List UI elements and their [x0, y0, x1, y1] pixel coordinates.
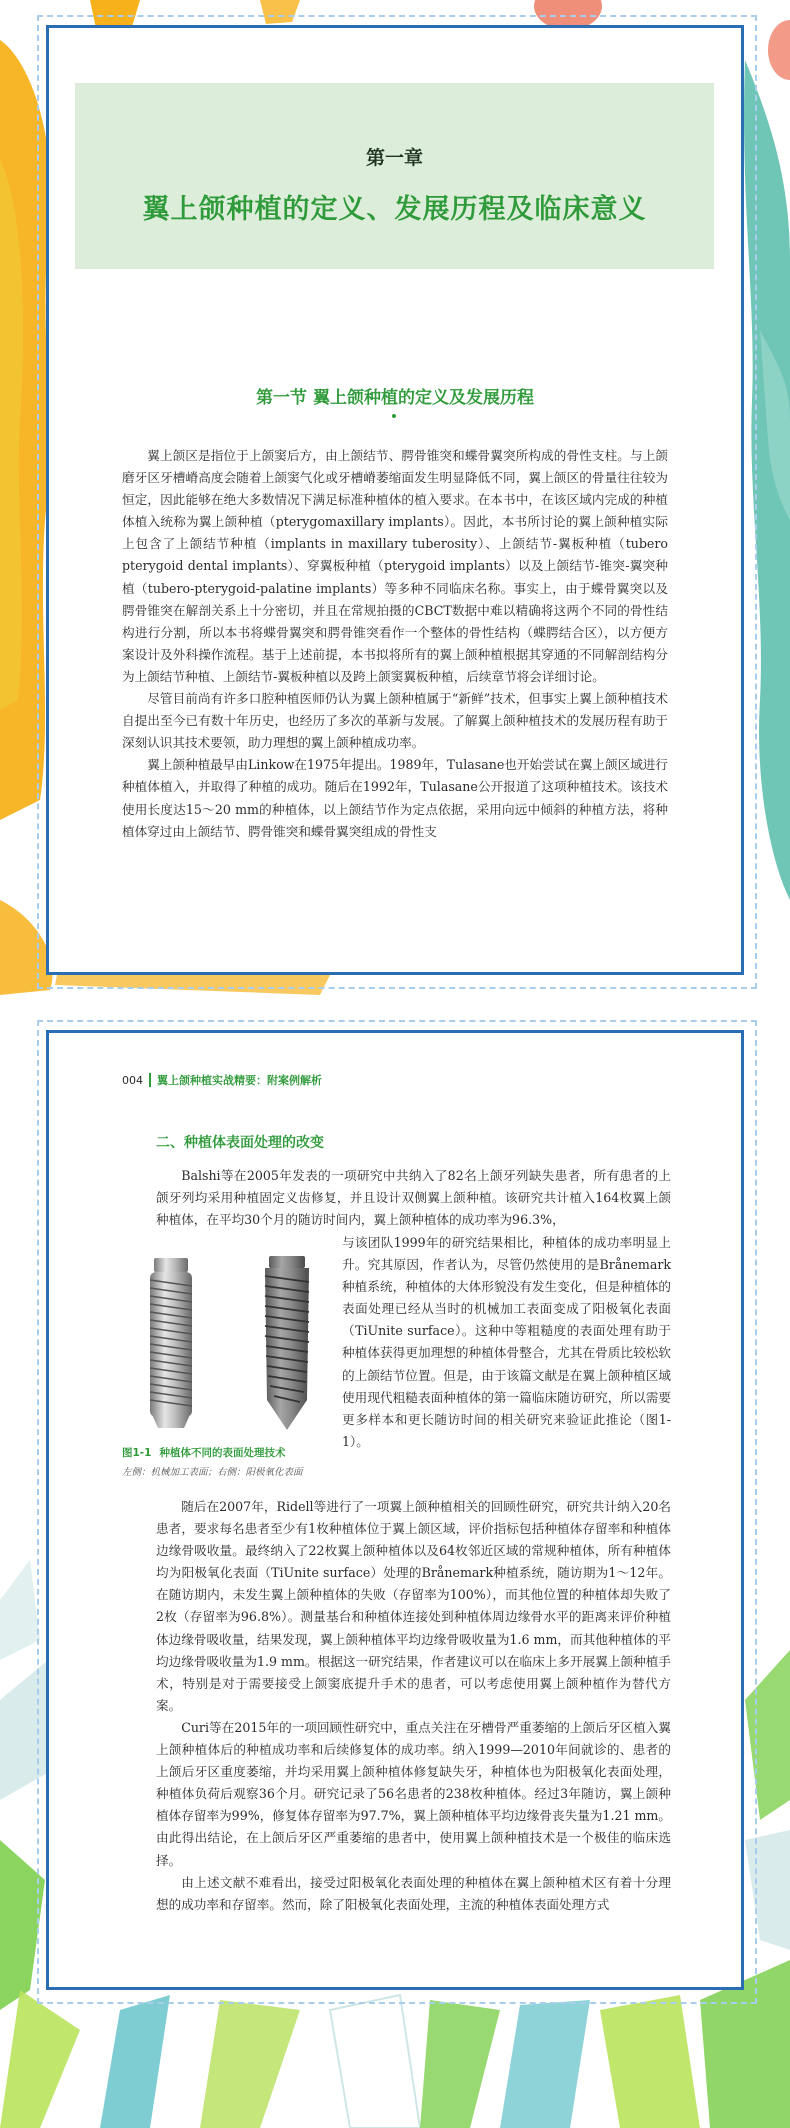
subsection-title: 二、种植体表面处理的改变 — [156, 1135, 324, 1151]
paragraph: 由上述文献不难看出，接受过阳极氧化表面处理的种植体在翼上颌种植术区有着十分理想的成功率和存留率。然而，除了阳极氧化表面处理，主流的种植体表面处理方式 — [156, 1874, 671, 1912]
page2-wrapped-text: 与该团队1999年的研究结果相比，种植体的成功率明显上升。究其原因，作者认为，尽管仍然使用的是Brånemark种植系统，种植体的大体形貌没有发生变化，但是种植体的表面处理已经从当时的机械加工表面变成了阳极氧化表面（TiUnite surface）。这种中等粗糙度的表面处理有助于种植体获得更加理想的种植体骨整合，尤其在骨质比较松软的上颌结节位置。但是，由于该篇文献是在翼上颌种植区域使用现代粗糙表面种植体的第一篇临床随访研究，所以需要更多样本和更长随访时间的相关研究来验证此推论（图1-1）。 — [342, 1235, 671, 1449]
page-number: 004 — [122, 1073, 143, 1087]
paragraph: 翼上颌区是指位于上颌窦后方，由上颌结节、腭骨锥突和蝶骨翼突所构成的骨性支柱。与上颌磨牙区牙槽嵴高度会随着上颌窦气化或牙槽嵴萎缩面发生明显降低不同，翼上颌区的骨量往往较为恒定，因此能够在绝大多数情况下满足标准种植体的植入要求。在本书中，在该区域内完成的种植体植入统称为翼上颌种植（pterygomaxillary implants）。因此，本书所讨论的翼上颌种植实际上包含了上颌结节种植（implants in maxillary tuberosity）、上颌结节-翼板种植（tubero pterygoid dental implants）、穿翼板种植（pterygoid implants）以及上颌结节-锥突-翼突种植（tubero-pterygoid-palatine implants）等多种不同临床名称。事实上，由于蝶骨翼突以及腭骨锥突在解剖关系上十分密切，并且在常规拍摄的CBCT数据中难以精确将这两个不同的骨性结构进行分割，所以本书将蝶骨翼突和腭骨锥突看作一个整体的骨性结构（蝶腭结合区），以方便方案设计及外科操作流程。基于上述前提，本书拟将所有的翼上颌种植根据其穿通的不同解剖结构分为上颌结节种植、上颌结节-翼板种植以及跨上颌窦翼板种植，后续章节将会详细讨论。 — [122, 448, 668, 684]
machined-implant — [150, 1258, 192, 1428]
section-divider-dot — [392, 414, 396, 418]
paragraph: Balshi等在2005年发表的一项研究中共纳入了82名上颌牙列缺失患者，所有患者的上颌牙列均采用种植固定义齿修复，并且设计双侧翼上颌种植。该研究共计植入164枚翼上颌种植体，在平均30个月的随访时间内，翼上颌种植体的成功率为96.3%， — [156, 1168, 671, 1228]
chapter-number: 第一章 — [365, 147, 423, 169]
figure-subcaption: 左侧：机械加工表面；右侧：阳极氧化表面 — [122, 1467, 303, 1478]
anodized-implant — [265, 1256, 309, 1430]
paragraph: Curi等在2015年的一项回顾性研究中，重点关注在牙槽骨严重萎缩的上颌后牙区植入翼上颌种植体后的种植成功率和后续修复体的成功率。纳入1999—2010年间就诊的、患者的上颌后牙区重度萎缩，并均采用翼上颌种植体修复缺失牙，种植体也为阳极氧化表面处理，种植体负荷后观察36个月。研究记录了56名患者的238枚种植体。经过3年随访，翼上颌种植体存留率为99%，修复体存留率为97.7%，翼上颌种植体平均边缘骨丧失量为1.21 mm。由此得出结论，在上颌后牙区严重萎缩的患者中，使用翼上颌种植技术是一个极佳的临床选择。 — [156, 1719, 671, 1868]
page2-paragraphs-bottom — [156, 1496, 671, 1916]
book-title: 翼上颌种植实战精要：附案例解析 — [157, 1074, 322, 1087]
paragraph: 随后在2007年，Ridell等进行了一项翼上颌种植相关的回顾性研究，研究共计纳入20名患者，要求每名患者至少有1枚种植体位于翼上颌区域，评价指标包括种植体存留率和种植体边缘骨吸收量。最终纳入了22枚翼上颌种植体以及64枚邻近区域的常规种植体，所有种植体均为阳极氧化表面（TiUnite surface）处理的Brånemark种植系统，随访期为1～12年。在随访期内，未发生翼上颌种植体的失败（存留率为100%），而其他位置的种植体却失败了2枚（存留率为96.8%）。测量基台和种植体连接处到种植体周边缘骨水平的距离来评价种植体边缘骨吸收量，结果发现，翼上颌种植体平均边缘骨吸收量为1.6 mm，而其他种植体的平均边缘骨吸收量为1.9 mm。根据这一研究结果，作者建议可以在临床上多开展翼上颌种植手术，特别是对于需要接受上颌窦底提升手术的患者，可以考虑使用翼上颌种植作为替代方案。 — [156, 1499, 671, 1713]
page1-body — [122, 445, 668, 843]
figure-caption-text: 种植体不同的表面处理技术 — [159, 1447, 286, 1459]
running-head — [122, 1072, 322, 1088]
running-head-divider — [149, 1073, 151, 1087]
page2-paragraph-top — [156, 1165, 671, 1231]
figure-caption — [122, 1445, 342, 1460]
figure-label: 图1-1 — [122, 1447, 152, 1459]
section-title: 第一节 翼上颌种植的定义及发展历程 — [256, 388, 534, 408]
chapter-title: 翼上颌种植的定义、发展历程及临床意义 — [142, 194, 647, 225]
paragraph: 翼上颌种植最早由Linkow在1975年提出。1989年，Tulasane也开始尝试在翼上颌区域进行种植体植入，并取得了种植的成功。随后在1992年，Tulasane公开报道了这项种植技术。该技术使用长度达15～20 mm的种植体，以上颌结节作为定点依据，采用向远中倾斜的种植方法，将种植体穿过由上颌结节、腭骨锥突和蝶骨翼突组成的骨性支 — [122, 757, 668, 839]
implant-figure — [122, 1250, 337, 1440]
chapter-heading-box — [75, 83, 714, 269]
paragraph: 尽管目前尚有许多口腔种植医师仍认为翼上颌种植属于“新鲜”技术，但事实上翼上颌种植技术自提出至今已有数十年历史，也经历了多次的革新与发展。了解翼上颌种植技术的发展历程有助于深刻认识其技术要领，助力理想的翼上颌种植成功率。 — [122, 691, 668, 751]
